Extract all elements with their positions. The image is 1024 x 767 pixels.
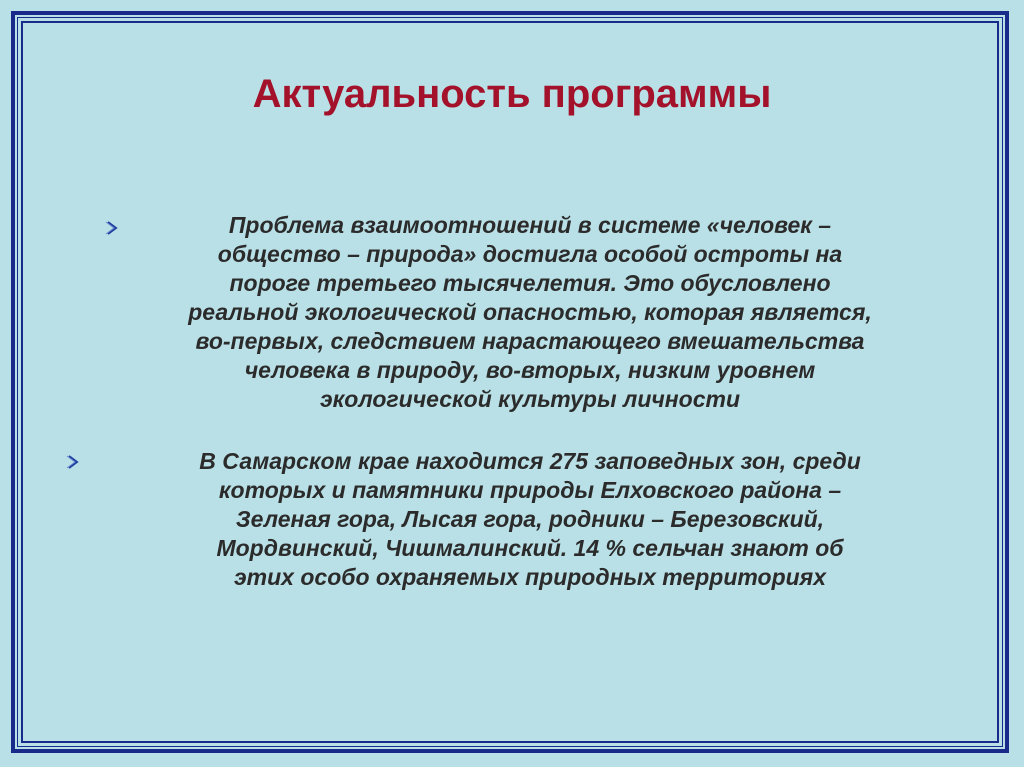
bullet-text-1: Проблема взаимоотношений в системе «человек – общество – природа» достигла особой остроты на пороге третьего тысячелетия. Это обусловлено реальной экологической опасностью, которая является, во-первых, следствием нарастающего вмешательства человека в природу, во-вторых, низким уровнем экологической культуры личности [188, 212, 872, 412]
bullet-text-2: В Самарском крае находится 275 заповедных зон, среди которых и памятники природы Елховского района – Зеленая гора, Лысая гора, родники – Березовский, Мордвинский, Чишмалинский. 14 % сельчан знают об этих особо охраняемых природных территориях [199, 448, 861, 590]
bullet-item-1 [100, 211, 960, 414]
bullet-item-2 [100, 447, 960, 592]
chevron-right-icon [66, 455, 80, 469]
slide-title: Актуальность программы [252, 72, 772, 116]
